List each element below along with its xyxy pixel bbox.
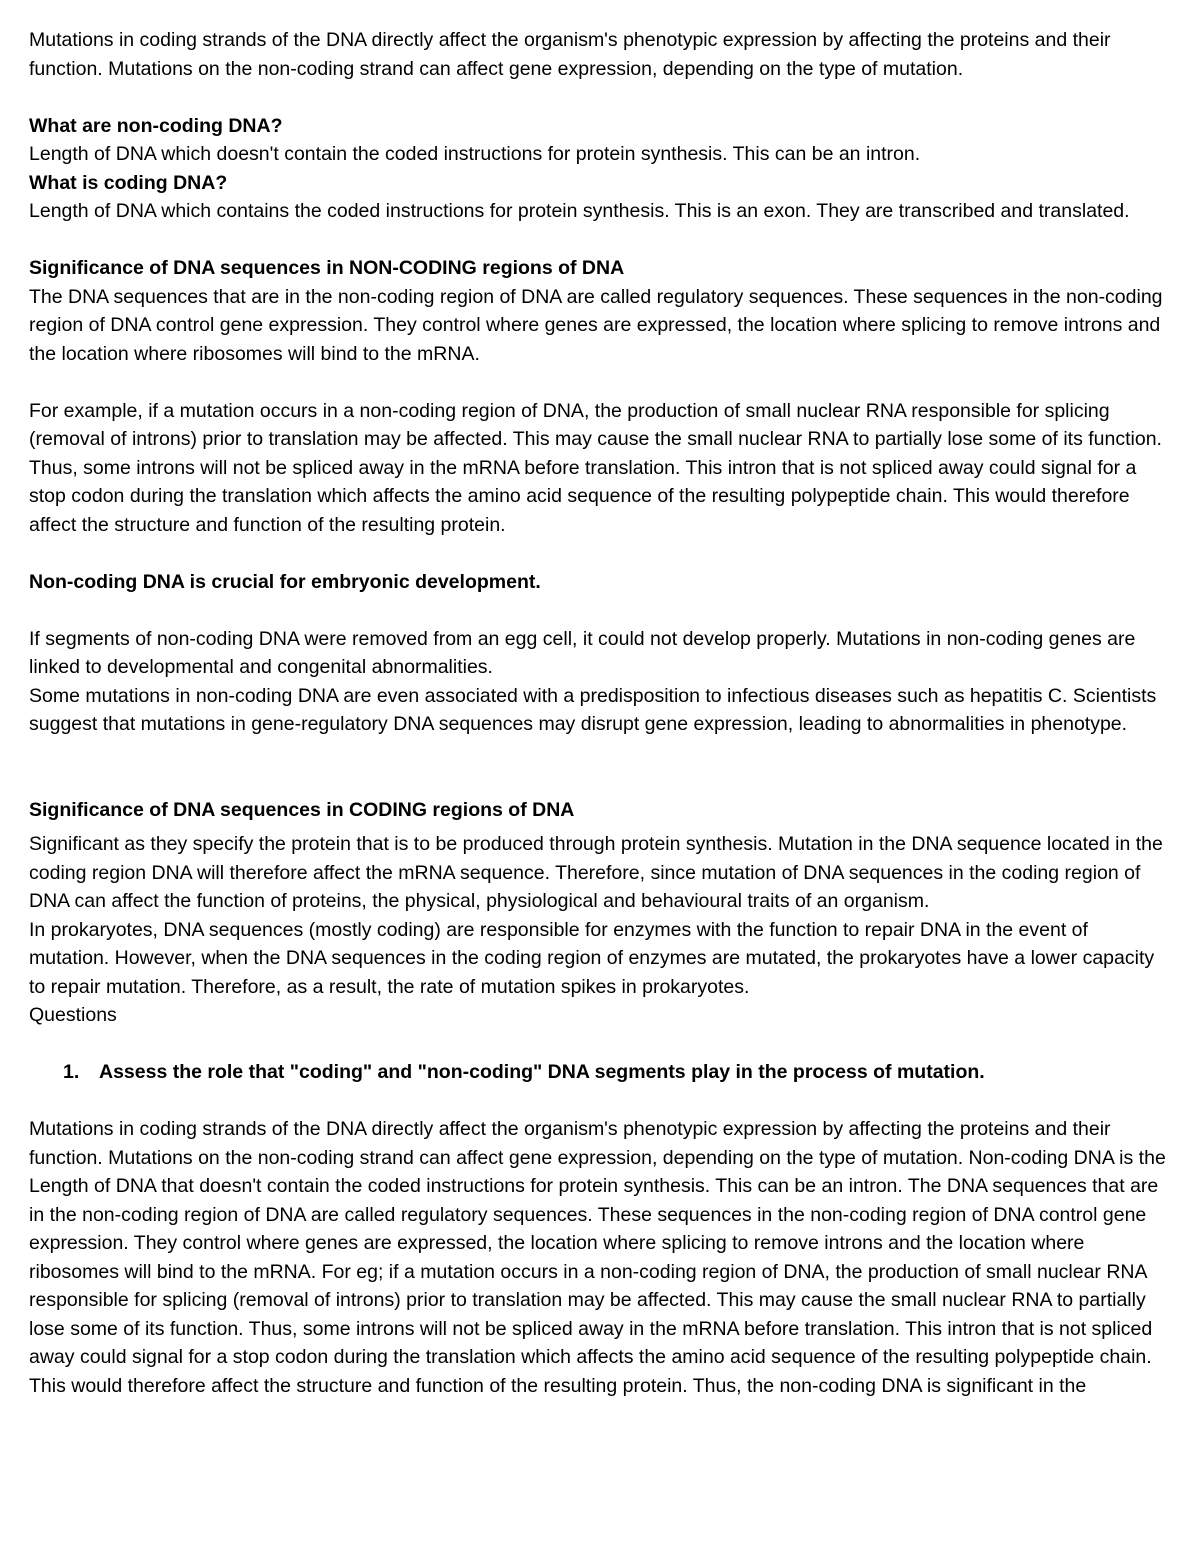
question-number: 1. bbox=[63, 1061, 80, 1083]
question-item bbox=[63, 1058, 1172, 1087]
answer-paragraph: Mutations in coding strands of the DNA directly affect the organism's phenotypic expression by affecting the proteins and their function. Mutations on the non-coding strand can affect gene expression, depending on the type of mutation. Non-coding DNA is the Length of DNA that doesn't contain the coded instructions for protein synthesis. This can be an intron. The DNA sequences that are in the non-coding region of DNA are called regulatory sequences. These sequences in the non-coding region of DNA control gene expression. They control where genes are expressed, the location where splicing to remove introns and the location where ribosomes will bind to the mRNA. For eg; if a mutation occurs in a non-coding region of DNA, the production of small nuclear RNA responsible for splicing (removal of introns) prior to translation may be affected. This may cause the small nuclear RNA to partially lose some of its function. Thus, some introns will not be spliced away in the mRNA before translation. This intron that is not spliced away could signal for a stop codon during the translation which affects the amino acid sequence of the resulting polypeptide chain. This would therefore affect the structure and function of the resulting protein. Thus, the non-coding DNA is significant in the bbox=[29, 1118, 1166, 1397]
coding-question-heading: What is coding DNA? bbox=[29, 171, 228, 194]
spacer bbox=[29, 1087, 1172, 1116]
coding-significance-paragraph-2: In prokaryotes, DNA sequences (mostly coding) are responsible for enzymes with the function to repair DNA in the event of mutation. However, when the DNA sequences in the coding region of enzymes are mutated, the prokaryotes have a lower capacity to repair mutation. Therefore, as a result, the rate of mutation spikes in prokaryotes. bbox=[29, 918, 1155, 998]
noncoding-significance-paragraph-1: The DNA sequences that are in the non-coding region of DNA are called regulatory sequences. These sequences in the non-coding region of DNA control gene expression. They control where genes are expressed, the location where splicing to remove introns and the location where ribosomes will bind to the mRNA. bbox=[29, 285, 1163, 365]
noncoding-significance-heading: Significance of DNA sequences in NON-CODING regions of DNA bbox=[29, 257, 625, 279]
noncoding-question-answer: Length of DNA which doesn't contain the coded instructions for protein synthesis. This can be an intron. bbox=[29, 143, 921, 165]
coding-significance-heading: Significance of DNA sequences in CODING regions of DNA bbox=[29, 798, 575, 821]
spacer bbox=[29, 83, 1172, 112]
spacer bbox=[29, 539, 1172, 568]
spacer bbox=[29, 596, 1172, 625]
coding-significance-paragraph-1: Significant as they specify the protein that is to be produced through protein synthesis. Mutation in the DNA sequence located in the coding region DNA will therefore affect the mRNA sequence. Therefore, since mutation of DNA sequences in the coding region of DNA can affect the function of proteins, the physical, physiological and behavioural traits of an organism. bbox=[29, 833, 1163, 912]
question-text: Assess the role that "coding" and "non-coding" DNA segments play in the process of mutation. bbox=[99, 1061, 985, 1083]
spacer bbox=[29, 767, 1172, 796]
embryonic-paragraph-2: Some mutations in non-coding DNA are even associated with a predisposition to infectious diseases such as hepatitis C. Scientists suggest that mutations in gene-regulatory DNA sequences may disrupt gene expression, leading to abnormalities in phenotype. bbox=[29, 684, 1157, 735]
questions-list bbox=[29, 1058, 1172, 1087]
noncoding-significance-paragraph-2: For example, if a mutation occurs in a non-coding region of DNA, the production of small nuclear RNA responsible for splicing (removal of introns) prior to translation may be affected. This may cause the small nuclear RNA to partially lose some of its function. Thus, some introns will not be spliced away in the mRNA before translation. This intron that is not spliced away could signal for a stop codon during the translation which affects the amino acid sequence of the resulting polypeptide chain. This would therefore affect the structure and function of the resulting protein. bbox=[29, 399, 1162, 536]
noncoding-question-heading: What are non-coding DNA? bbox=[29, 114, 283, 137]
questions-label: Questions bbox=[29, 1004, 117, 1026]
spacer bbox=[29, 739, 1172, 768]
spacer bbox=[29, 1030, 1172, 1059]
embryonic-heading: Non-coding DNA is crucial for embryonic development. bbox=[29, 570, 541, 593]
embryonic-paragraph-1: If segments of non-coding DNA were removed from an egg cell, it could not develop properly. Mutations in non-coding genes are linked to developmental and congenital abnormalities. bbox=[29, 627, 1136, 678]
spacer bbox=[29, 226, 1172, 255]
coding-question-answer: Length of DNA which contains the coded instructions for protein synthesis. This is an exon. They are transcribed and translated. bbox=[29, 200, 1130, 222]
spacer bbox=[29, 368, 1172, 397]
intro-paragraph: Mutations in coding strands of the DNA directly affect the organism's phenotypic expression by affecting the proteins and their function. Mutations on the non-coding strand can affect gene expression, depending on the type of mutation. bbox=[29, 29, 1111, 80]
